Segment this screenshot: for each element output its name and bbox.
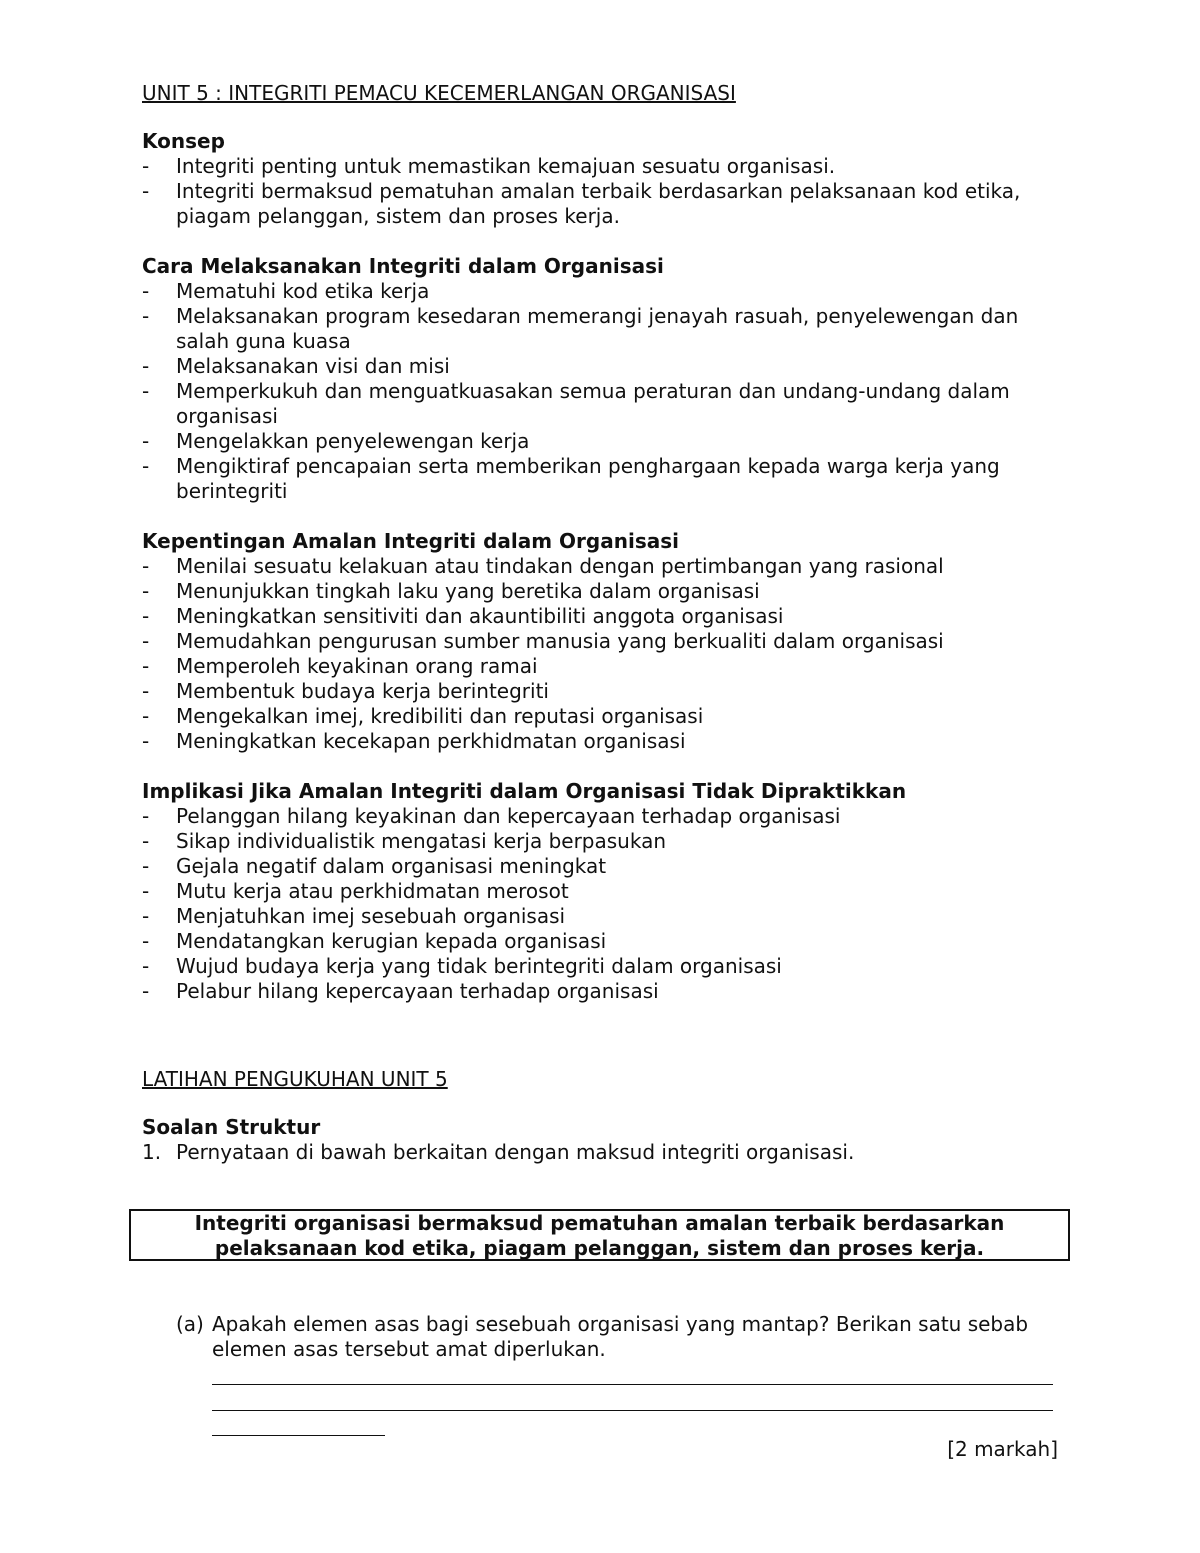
dash-marker: - (142, 904, 150, 928)
list-item-text: Pelanggan hilang keyakinan dan kepercayaan terhadap organisasi (176, 804, 841, 828)
dash-marker: - (142, 179, 150, 203)
question-1-text: Pernyataan di bawah berkaitan dengan maksud integriti organisasi. (176, 1140, 855, 1164)
list-item-text: Membentuk budaya kerja berintegriti (176, 679, 549, 703)
dash-marker: - (142, 929, 150, 953)
list-item (142, 829, 1072, 854)
dash-marker: - (142, 154, 150, 178)
unit-title: UNIT 5 : INTEGRITI PEMACU KECEMERLANGAN ORGANISASI (142, 81, 736, 105)
question-a (176, 1312, 1036, 1362)
list-item-text: Integriti penting untuk memastikan kemajuan sesuatu organisasi. (176, 154, 836, 178)
bullet-list (142, 154, 1072, 229)
definition-line-1: Integriti organisasi bermaksud pematuhan amalan terbaik berdasarkan (194, 1211, 1005, 1235)
list-item-text: Pelabur hilang kepercayaan terhadap organisasi (176, 979, 659, 1003)
answer-line-1[interactable] (212, 1384, 1053, 1385)
section-heading: Implikasi Jika Amalan Integriti dalam Organisasi Tidak Dipraktikkan (142, 779, 907, 803)
dash-marker: - (142, 729, 150, 753)
question-a-label: (a) (176, 1312, 204, 1336)
section-heading: Konsep (142, 129, 225, 153)
list-item (142, 879, 1072, 904)
answer-line-2[interactable] (212, 1410, 1053, 1411)
list-item (142, 929, 1072, 954)
dash-marker: - (142, 429, 150, 453)
list-item (142, 304, 1072, 354)
list-item (142, 804, 1072, 829)
list-item-text: Melaksanakan visi dan misi (176, 354, 450, 378)
list-item-text: Mengelakkan penyelewengan kerja (176, 429, 530, 453)
list-item (142, 854, 1072, 879)
exercise-title: LATIHAN PENGUKUHAN UNIT 5 (142, 1067, 448, 1091)
list-item-text: Meningkatkan sensitiviti dan akauntibiliti anggota organisasi (176, 604, 784, 628)
dash-marker: - (142, 379, 150, 403)
list-item (142, 354, 1072, 379)
dash-marker: - (142, 979, 150, 1003)
list-item (142, 279, 1072, 304)
list-item-text: Sikap individualistik mengatasi kerja berpasukan (176, 829, 667, 853)
dash-marker: - (142, 354, 150, 378)
list-item (142, 629, 1072, 654)
list-item (142, 954, 1072, 979)
section (142, 253, 1072, 504)
list-item (142, 554, 1072, 579)
list-item (142, 704, 1072, 729)
question-a-text: Apakah elemen asas bagi sesebuah organisasi yang mantap? Berikan satu sebab elemen asas tersebut amat diperlukan. (212, 1312, 1029, 1361)
list-item-text: Menunjukkan tingkah laku yang beretika dalam organisasi (176, 579, 760, 603)
list-item (142, 904, 1072, 929)
bullet-list (142, 804, 1072, 1004)
list-item (142, 429, 1072, 454)
dash-marker: - (142, 879, 150, 903)
marks-label: [2 markah] (947, 1437, 1058, 1461)
dash-marker: - (142, 704, 150, 728)
list-item (142, 679, 1072, 704)
dash-marker: - (142, 604, 150, 628)
list-item (142, 654, 1072, 679)
bullet-list (142, 279, 1072, 504)
dash-marker: - (142, 954, 150, 978)
dash-marker: - (142, 804, 150, 828)
question-1 (142, 1140, 1072, 1165)
bullet-list (142, 554, 1072, 754)
list-item-text: Integriti bermaksud pematuhan amalan terbaik berdasarkan pelaksanaan kod etika, piagam pelanggan, sistem dan proses kerja. (176, 179, 1021, 228)
dash-marker: - (142, 854, 150, 878)
question-1-number: 1. (142, 1140, 162, 1164)
list-item-text: Menilai sesuatu kelakuan atau tindakan dengan pertimbangan yang rasional (176, 554, 944, 578)
dash-marker: - (142, 629, 150, 653)
dash-marker: - (142, 279, 150, 303)
list-item (142, 979, 1072, 1004)
list-item-text: Meningkatkan kecekapan perkhidmatan organisasi (176, 729, 686, 753)
list-item (142, 729, 1072, 754)
dash-marker: - (142, 829, 150, 853)
exercise-subheading: Soalan Struktur (142, 1115, 321, 1139)
list-item (142, 579, 1072, 604)
answer-line-3[interactable] (212, 1435, 385, 1436)
list-item-text: Melaksanakan program kesedaran memerangi jenayah rasuah, penyelewengan dan salah guna kuasa (176, 304, 1019, 353)
dash-marker: - (142, 654, 150, 678)
list-item-text: Wujud budaya kerja yang tidak berintegriti dalam organisasi (176, 954, 782, 978)
list-item-text: Mendatangkan kerugian kepada organisasi (176, 929, 607, 953)
list-item (142, 454, 1072, 504)
dash-marker: - (142, 454, 150, 478)
dash-marker: - (142, 679, 150, 703)
dash-marker: - (142, 304, 150, 328)
list-item-text: Mematuhi kod etika kerja (176, 279, 430, 303)
list-item-text: Gejala negatif dalam organisasi meningkat (176, 854, 607, 878)
list-item-text: Mutu kerja atau perkhidmatan merosot (176, 879, 569, 903)
definition-box (129, 1209, 1070, 1261)
list-item-text: Memperoleh keyakinan orang ramai (176, 654, 538, 678)
section (142, 128, 1072, 229)
dash-marker: - (142, 554, 150, 578)
list-item (142, 604, 1072, 629)
list-item (142, 379, 1072, 429)
definition-line-2: pelaksanaan kod etika, piagam pelanggan, sistem dan proses kerja. (214, 1236, 985, 1260)
section (142, 778, 1072, 1004)
section-heading: Cara Melaksanakan Integriti dalam Organisasi (142, 254, 664, 278)
list-item (142, 179, 1072, 229)
section (142, 528, 1072, 754)
section-heading: Kepentingan Amalan Integriti dalam Organisasi (142, 529, 679, 553)
list-item-text: Mengiktiraf pencapaian serta memberikan penghargaan kepada warga kerja yang berintegriti (176, 454, 1000, 503)
document-page (142, 80, 1072, 1165)
list-item-text: Menjatuhkan imej sesebuah organisasi (176, 904, 566, 928)
list-item-text: Mengekalkan imej, kredibiliti dan reputasi organisasi (176, 704, 704, 728)
dash-marker: - (142, 579, 150, 603)
list-item (142, 154, 1072, 179)
sections (142, 128, 1072, 1004)
list-item-text: Memudahkan pengurusan sumber manusia yang berkualiti dalam organisasi (176, 629, 944, 653)
list-item-text: Memperkukuh dan menguatkuasakan semua peraturan dan undang-undang dalam organisasi (176, 379, 1010, 428)
